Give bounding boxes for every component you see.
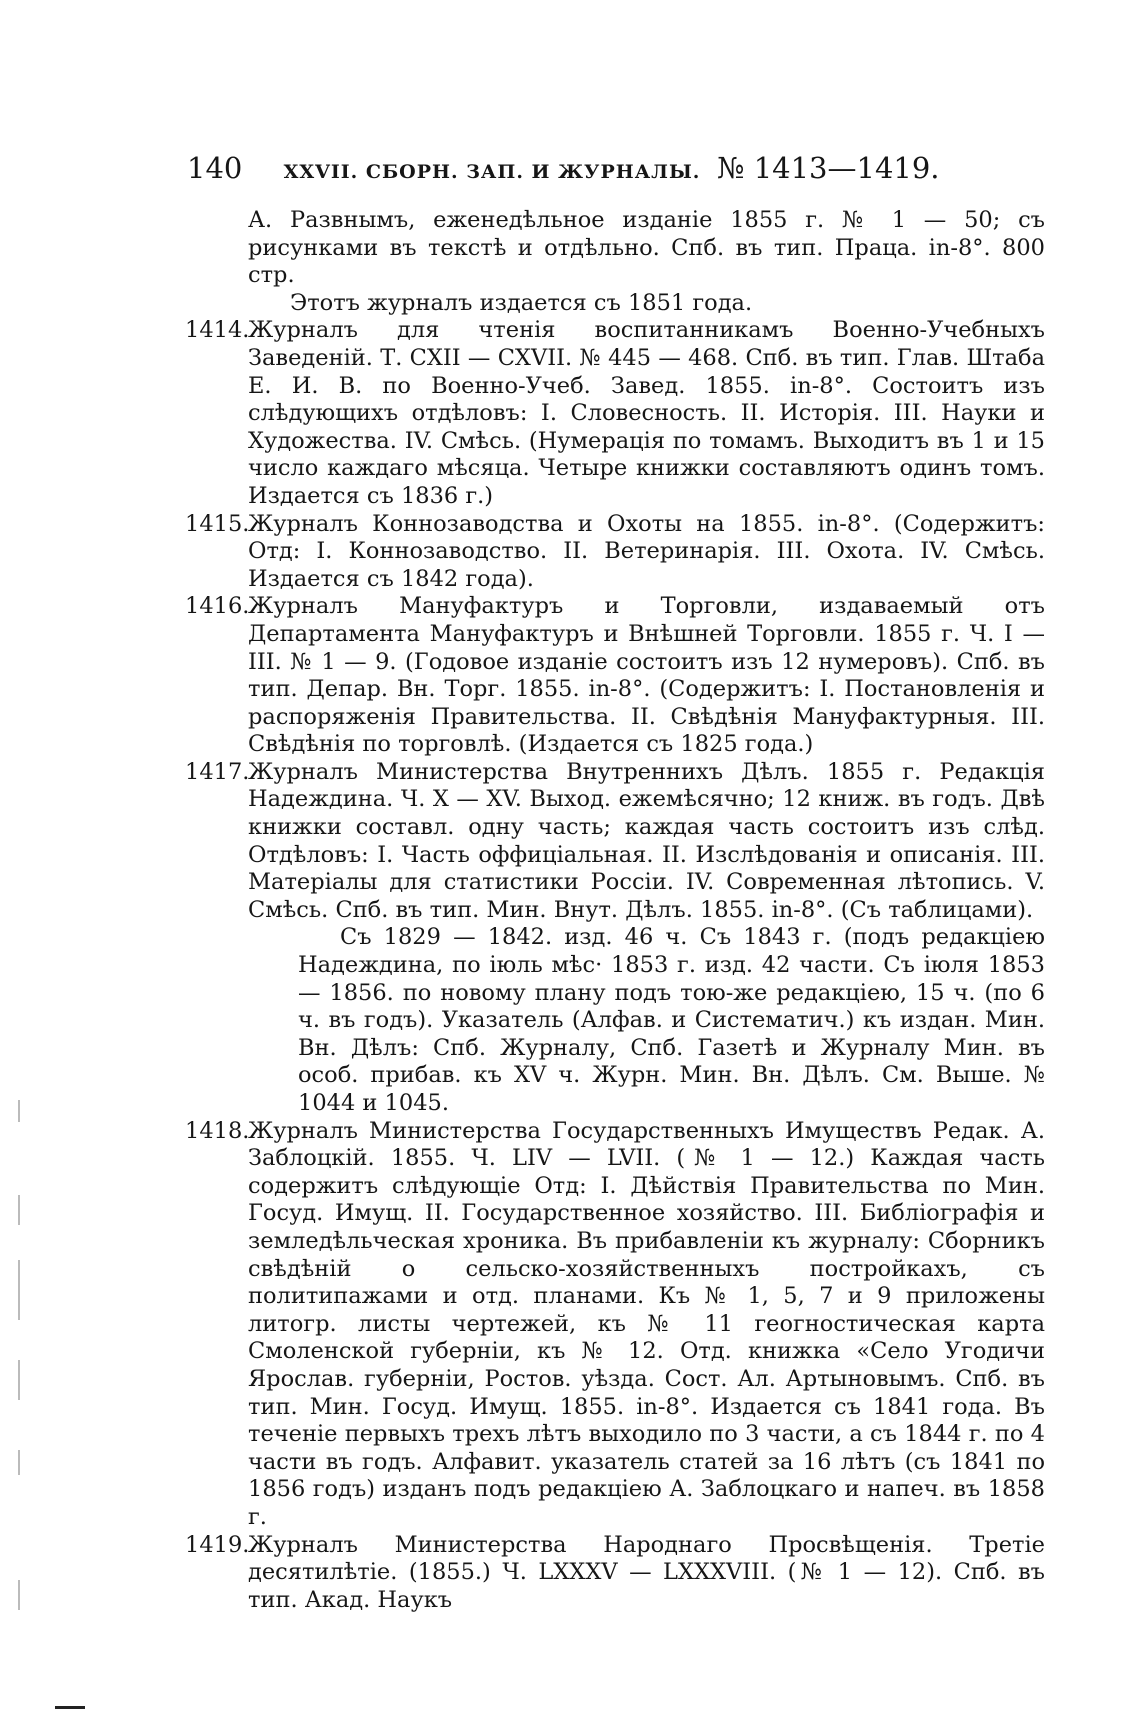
entry-number: 1419.	[185, 1531, 250, 1558]
scan-mark	[18, 1450, 20, 1475]
entry-paragraph: Журналъ для чтенія воспитанникамъ Военно-Учебныхъ Заведеній. Т. CXII — CXVII. № 445 — 468. Спб. въ тип. Глав. Штаба Е. И. В. по Военно-Учеб. Завед. 1855. in-8°. Состоитъ изъ слѣдующихъ отдѣловъ: I. Словесность. II. Исторія. III. Науки и Художества. IV. Смѣсь. (Нумерація по томамъ. Выходитъ въ 1 и 15 число каждаго мѣсяца. Четыре книжки составляютъ одинъ томъ. Издается съ 1836 г.)	[248, 317, 1045, 509]
page-number: 140	[187, 151, 243, 185]
scan-mark	[18, 1100, 20, 1122]
entry-number: 1414.	[185, 317, 250, 344]
entry-paragraph: А. Развнымъ, еженедѣльное изданіе 1855 г. № 1 — 50; съ рисунками въ текстѣ и отдѣльно. Спб. въ тип. Праца. in-8°. 800 стр.	[248, 207, 1045, 289]
entry-number: 1416.	[185, 593, 250, 620]
entry-paragraph: Журналъ Мануфактуръ и Торговли, издаваемый отъ Департамента Мануфактуръ и Внѣшней Торговли. 1855 г. Ч. I — III. № 1 — 9. (Годовое изданіе состоитъ изъ 12 нумеровъ). Спб. въ тип. Депар. Вн. Торг. 1855. in-8°. (Содержитъ: I. Постановленія и распоряженія Правительства. II. Свѣдѣнія Мануфактурныя. III. Свѣдѣнія по торговлѣ. (Издается съ 1825 года.)	[248, 593, 1045, 758]
entry-1417	[185, 759, 1045, 1118]
entry-number: 1417.	[185, 758, 250, 785]
entry-1418	[185, 1118, 1045, 1532]
entry-1413-continuation	[185, 207, 1045, 317]
scan-mark	[18, 1260, 20, 1320]
entry-paragraph: Журналъ Министерства Государственныхъ Имуществъ Редак. А. Заблоцкій. 1855. Ч. LIV — LVII. (№ 1 — 12.) Каждая часть содержитъ слѣдующіе Отд: I. Дѣйствія Правительства по Мин. Госуд. Имущ. II. Государственное хозяйство. III. Библіографія и земледѣльческая хроника. Въ прибавленіи къ журналу: Сборникъ свѣдѣній о сельско-хозяйственныхъ постройкахъ, съ политипажами и отд. планами. Къ № 1, 5, 7 и 9 приложены литогр. листы чертежей, къ № 11 геогностическая карта Смоленской губерніи, къ № 12. Отд. книжка «Село Угодичи Ярослав. губерніи, Ростов. уѣзда. Сост. Ал. Артыновымъ. Спб. въ тип. Мин. Госуд. Имущ. 1855. in-8°. Издается съ 1841 года. Въ теченіе первыхъ трехъ лѣтъ выходило по 3 части, а съ 1844 г. по 4 части въ годъ. Алфавит. указатель статей за 16 лѣтъ (съ 1841 по 1856 годъ) изданъ подъ редакціею А. Заблоцкаго и напеч. въ 1858 г.	[248, 1117, 1045, 1530]
entry-1416	[185, 593, 1045, 759]
entry-number: 1415.	[185, 510, 250, 537]
entry-paragraph: Журналъ Коннозаводства и Охоты на 1855. in-8°. (Содержитъ: Отд: I. Коннозаводство. II. Ветеринарія. III. Охота. IV. Смѣсь. Издается съ 1842 года).	[248, 510, 1045, 592]
entry-1419	[185, 1532, 1045, 1615]
entry-note: Съ 1829 — 1842. изд. 46 ч. Съ 1843 г. (подъ редакціею Надеждина, по іюль мѣс· 1853 г. изд. 42 части. Съ іюля 1853 — 1856. по новому плану подъ тою-же редакціею, 15 ч. (по 6 ч. въ годъ). Указатель (Алфав. и Систематич.) къ издан. Мин. Вн. Дѣлъ: Спб. Журналу, Спб. Газетѣ и Журналу Мин. въ особ. прибав. къ XV ч. Журн. Мин. Вн. Дѣлъ. См. Выше. № 1044 и 1045.	[298, 924, 1045, 1116]
running-header	[187, 152, 940, 188]
entry-note: Этотъ журналъ издается съ 1851 года.	[290, 289, 753, 316]
section-title: XXVII. СБОРН. ЗАП. И ЖУРНАЛЫ.	[283, 161, 701, 183]
entry-1414	[185, 317, 1045, 510]
scan-margin-marks	[18, 1100, 22, 1640]
entry-1415	[185, 511, 1045, 594]
scan-mark	[18, 1360, 20, 1400]
scan-mark	[18, 1195, 20, 1225]
entry-paragraph: Журналъ Министерства Внутреннихъ Дѣлъ. 1855 г. Редакція Надеждина. Ч. X — XV. Выход. ежемѣсячно; 12 книж. въ годъ. Двѣ книжки составл. одну часть; каждая часть состоитъ изъ слѣд. Отдѣловъ: I. Часть оффиціальная. II. Изслѣдованія и описанія. III. Матеріалы для статистики Россіи. IV. Современная лѣтопись. V. Смѣсь. Спб. въ тип. Мин. Внут. Дѣлъ. 1855. in-8°. (Съ таблицами).	[248, 758, 1045, 923]
scan-mark	[18, 1580, 20, 1610]
page-body	[185, 207, 1045, 1614]
entry-paragraph: Журналъ Министерства Народнаго Просвѣщенія. Третіе десятилѣтіе. (1855.) Ч. LXXXV — LXXXVIII. (№ 1 — 12). Спб. въ тип. Акад. Наукъ	[248, 1531, 1045, 1613]
scan-dash-mark	[55, 1706, 85, 1709]
entry-range: № 1413—1419.	[717, 151, 940, 185]
entry-number: 1418.	[185, 1117, 250, 1144]
